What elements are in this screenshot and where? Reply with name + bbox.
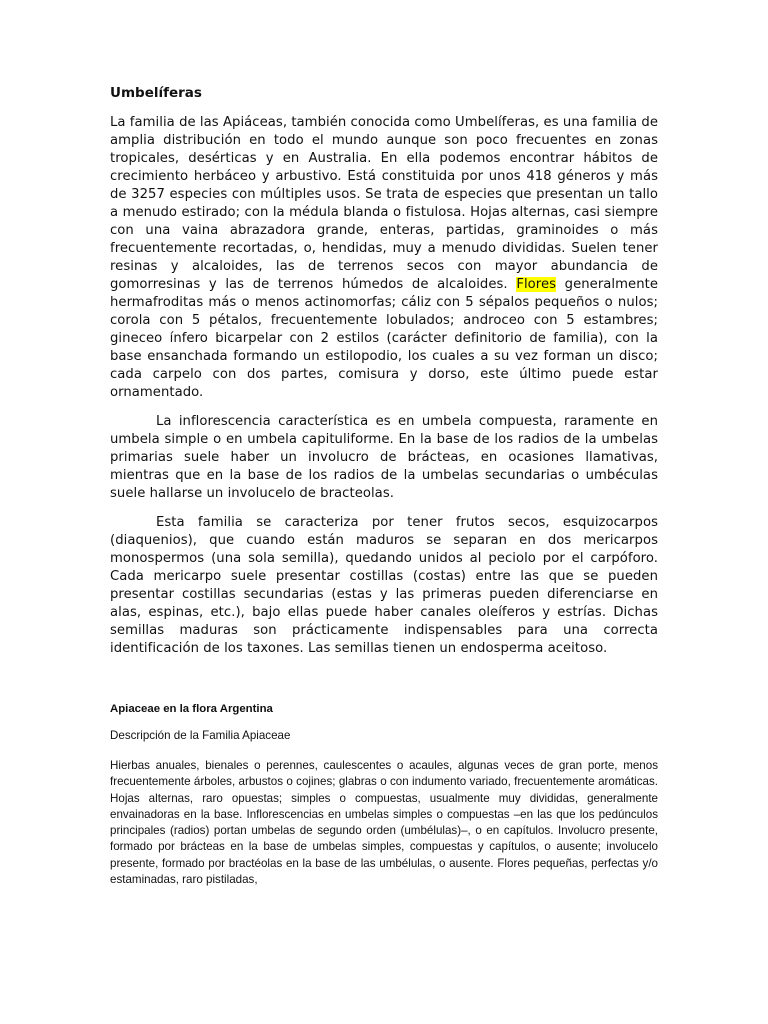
highlighted-word: Flores: [516, 277, 557, 292]
paragraph-text-after-highlight: generalmente hermafroditas más o menos actinomorfas; cáliz con 5 sépalos pequeños o nulos; corola con 5 pétalos, frecuentemente lobulados; androceo con 5 estambres; gineceo ínfero bicarpelar con 2 estilos (carácter definitorio de familia), con la base ensanchada formando un estilopodio, los cuales a su vez forman un disco; cada carpelo con dos partes, comisura y dorso, este último puede estar ornamentado.: [110, 277, 658, 400]
paragraph-familia-apiaceae: Hierbas anuales, bienales o perennes, caulescentes o acaules, algunas veces de gran porte, menos frecuentemente árboles, arbustos o cojines; glabras o con indumento variado, frecuentemente aromáticas. Hojas alternas, raro opuestas; simples o compuestas, usualmente muy divididas, generalmente envainadoras en la base. Inflorescencias en umbelas simples o compuestas –en las que los pedúnculos principales (radios) portan umbelas de segundo orden (umbélulas)–, o en capítulos. Involucro presente, formado por brácteas en la base de umbelas simples, compuestas y capítulos, o ausente; involucelo presente, formado por bractéolas en la base de las umbélulas, o ausente. Flores pequeñas, perfectas y/o estaminadas, raro pistiladas,: [110, 759, 658, 887]
paragraph-inflorescencia: La inflorescencia característica es en umbela compuesta, raramente en umbela simple o en umbela capituliforme. En la base de los radios de la umbelas primarias suele haber un involucro de brácteas, en ocasiones llamativas, mientras que en la base de los radios de la umbelas secundarias o umbéculas suele hallarse un involucelo de bracteolas.: [110, 414, 658, 501]
paragraph-description: [110, 114, 658, 402]
document-content: [110, 84, 658, 888]
paragraph-frutos: Esta familia se caracteriza por tener frutos secos, esquizocarpos (diaquenios), que cuando están maduros se separan en dos mericarpos monospermos (una sola semilla), quedando unidos al peciolo por el carpóforo. Cada mericarpo suele presentar costillas (costas) entre las que se pueden presentar costillas secundarias (estas y las primeras pueden diferenciarse en alas, espinas, etc.), bajo ellas puede haber canales oleíferos y estrías. Dichas semillas maduras son prácticamente indispensables para una correcta identificación de los taxones. Las semillas tienen un endosperma aceitoso.: [110, 515, 658, 656]
paragraph-text-before-highlight: La familia de las Apiáceas, también conocida como Umbelíferas, es una familia de amplia distribución en todo el mundo aunque son poco frecuentes en zonas tropicales, desérticas y en Australia. En ella podemos encontrar hábitos de crecimiento herbáceo y arbustivo. Está constituida por unos 418 géneros y más de 3257 especies con múltiples usos. Se trata de especies que presentan un tallo a menudo estirado; con la médula blanda o fistulosa. Hojas alternas, casi siempre con una vaina abrazadora grande, enteras, partidas, graminoides o más frecuentemente recortadas, o, hendidas, muy a menudo divididas. Suelen tener resinas y alcaloides, las de terrenos secos con mayor abundancia de gomorresinas y las de terrenos húmedos de alcaloides.: [110, 115, 658, 292]
section-subtitle: Descripción de la Familia Apiaceae: [110, 729, 291, 742]
section-flora-argentina: [110, 702, 658, 888]
section-title-apiaceae-argentina: Apiaceae en la flora Argentina: [110, 703, 273, 715]
section-title-umbeliferas: Umbelíferas: [110, 85, 202, 101]
